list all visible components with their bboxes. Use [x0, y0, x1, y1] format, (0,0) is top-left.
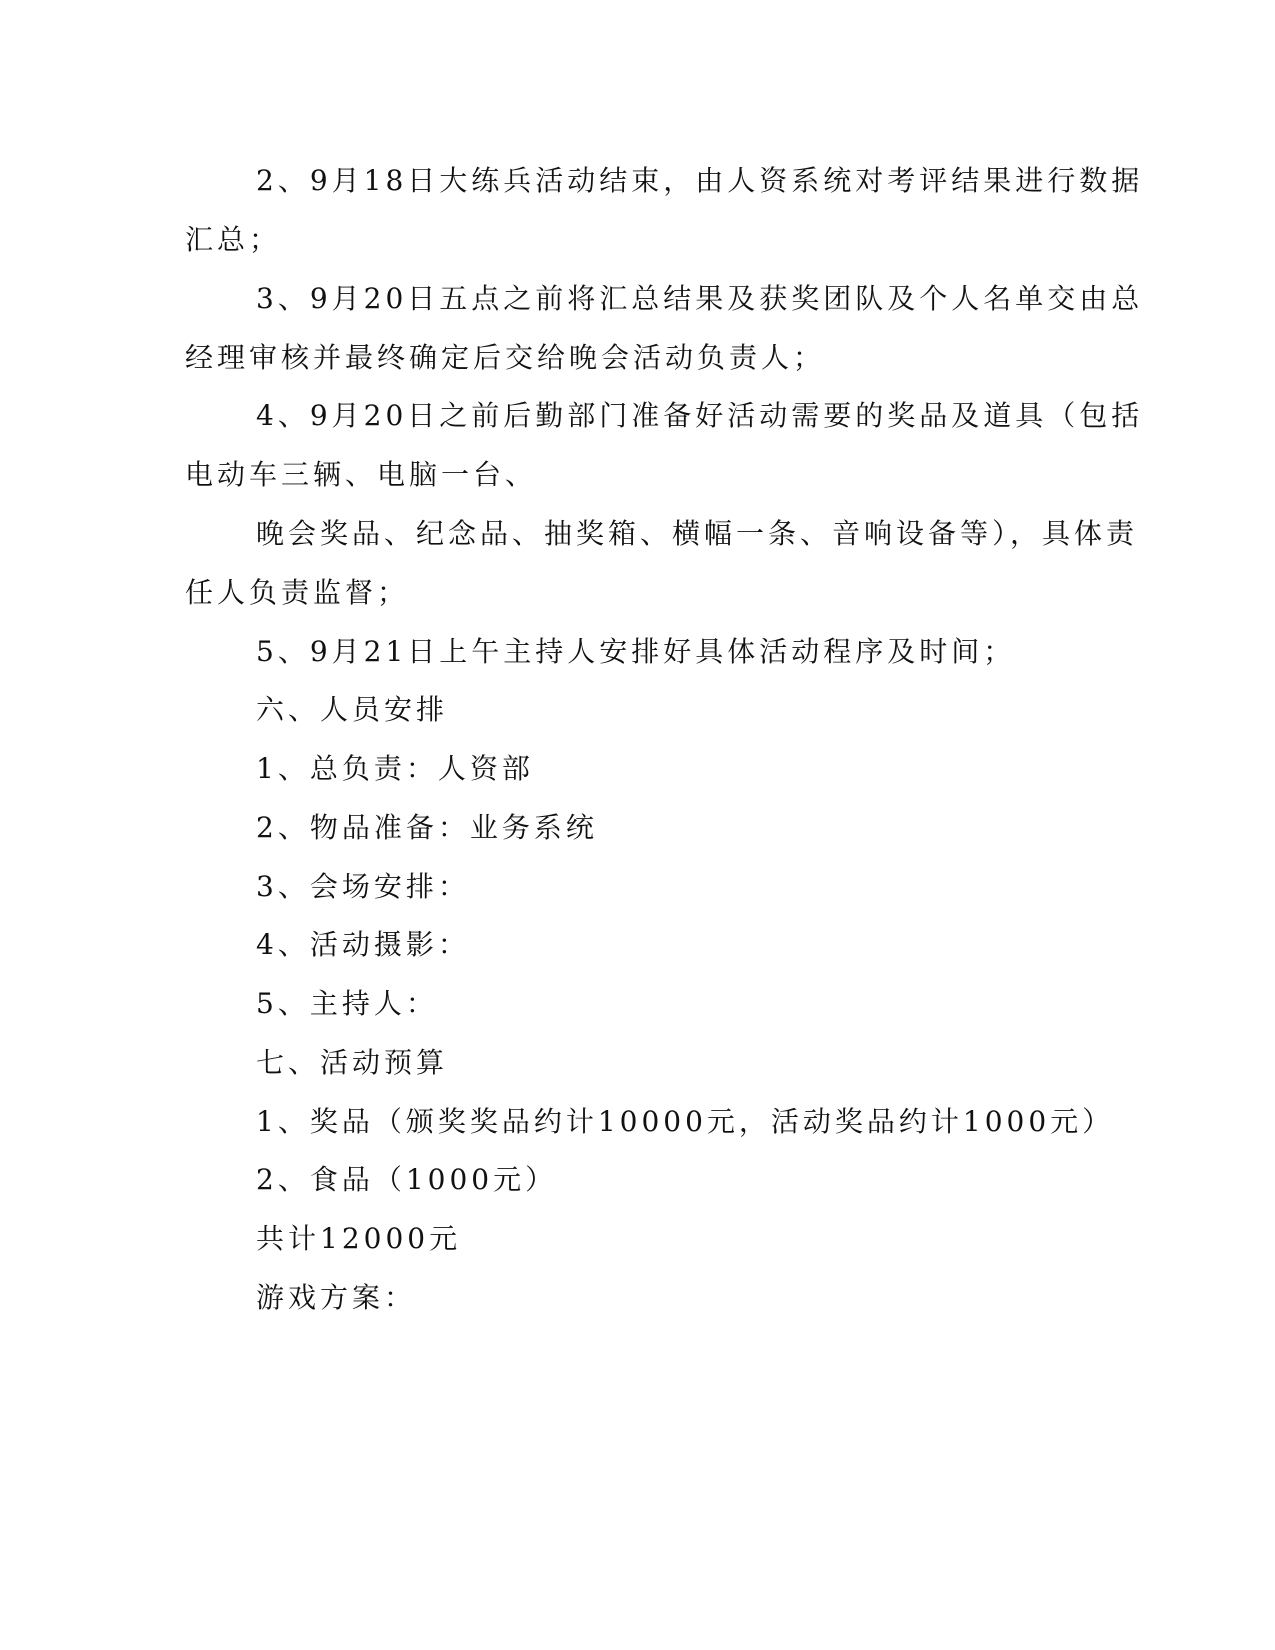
section-6-item-5: 5、主持人： — [256, 987, 438, 1020]
section-6-heading: 六、人员安排 — [256, 693, 449, 726]
section-7-item-1: 1、奖品（颁奖奖品约计10000元，活动奖品约计1000元） — [256, 1105, 1115, 1138]
section-6-item-3: 3、会场安排： — [256, 870, 470, 903]
paragraph-4b-line-2: 任人负责监督； — [185, 576, 410, 609]
section-7-heading: 七、活动预算 — [256, 1046, 449, 1079]
paragraph-4-line-2: 电动车三辆、电脑一台、 — [185, 458, 538, 491]
item-5: 5、9月21日上午主持人安排好具体活动程序及时间； — [256, 635, 1016, 668]
section-6-item-1: 1、总负责：人资部 — [256, 752, 534, 785]
section-7-item-2: 2、食品（1000元） — [256, 1163, 558, 1196]
section-6-item-2: 2、物品准备：业务系统 — [256, 811, 598, 844]
game-plan-heading: 游戏方案： — [256, 1281, 417, 1314]
paragraph-2-line-1: 2、9月18日大练兵活动结束，由人资系统对考评结果进行数据 — [256, 164, 1144, 197]
paragraph-3-line-2: 经理审核并最终确定后交给晚会活动负责人； — [185, 341, 826, 374]
paragraph-4-line-1: 4、9月20日之前后勤部门准备好活动需要的奖品及道具（包括 — [256, 399, 1144, 432]
section-6-item-4: 4、活动摄影： — [256, 928, 470, 961]
paragraph-4b-line-1: 晚会奖品、纪念品、抽奖箱、横幅一条、音响设备等），具体责 — [256, 517, 1139, 550]
paragraph-3-line-1: 3、9月20日五点之前将汇总结果及获奖团队及个人名单交由总 — [256, 282, 1144, 315]
section-7-total: 共计12000元 — [256, 1222, 462, 1255]
paragraph-2-line-2: 汇总； — [185, 223, 282, 256]
